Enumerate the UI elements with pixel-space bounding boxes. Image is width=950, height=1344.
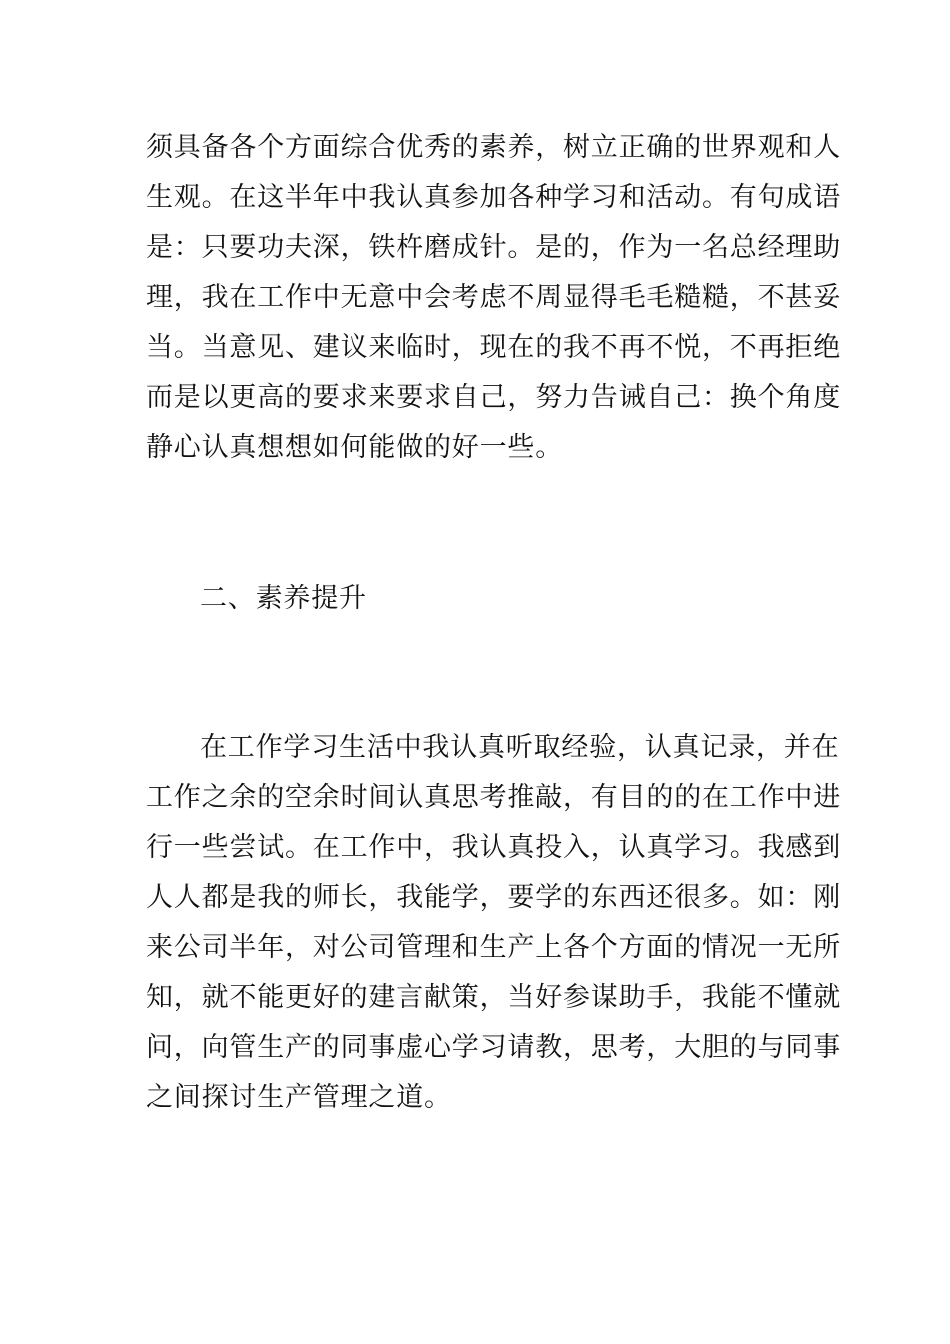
text-line: 静心认真想想如何能做的好一些。 [146,432,563,463]
text-line: 工作之余的空余时间认真思考推敲，有目的的在工作中进 [146,782,841,813]
text-line: 之间探讨生产管理之道。 [146,1082,452,1113]
text-line: 知，就不能更好的建言献策，当好参谋助手，我能不懂就 [146,982,841,1013]
text-line: 理，我在工作中无意中会考虑不周显得毛毛糙糙，不甚妥 [146,282,841,313]
text-line: 来公司半年，对公司管理和生产上各个方面的情况一无所 [146,932,841,963]
text-line: 在工作学习生活中我认真听取经验，认真记录，并在 [200,732,840,763]
text-line: 而是以更高的要求来要求自己，努力告诫自己：换个角度 [146,382,841,413]
paragraph [146,723,841,1123]
paragraph-continued [146,123,841,473]
text-line: 行一些尝试。在工作中，我认真投入，认真学习。我感到 [146,832,841,863]
text-line: 问，向管生产的同事虚心学习请教，思考，大胆的与同事 [146,1032,841,1063]
section-heading [146,574,816,624]
section-heading-text: 二、素养提升 [200,583,367,614]
text-line: 须具备各个方面综合优秀的素养，树立正确的世界观和人 [146,132,841,163]
text-line: 人人都是我的师长，我能学，要学的东西还很多。如：刚 [146,882,841,913]
text-line: 是：只要功夫深，铁杵磨成针。是的，作为一名总经理助 [146,232,841,263]
text-line: 当。当意见、建议来临时，现在的我不再不悦，不再拒绝 [146,332,841,363]
text-line: 生观。在这半年中我认真参加各种学习和活动。有句成语 [146,182,841,213]
